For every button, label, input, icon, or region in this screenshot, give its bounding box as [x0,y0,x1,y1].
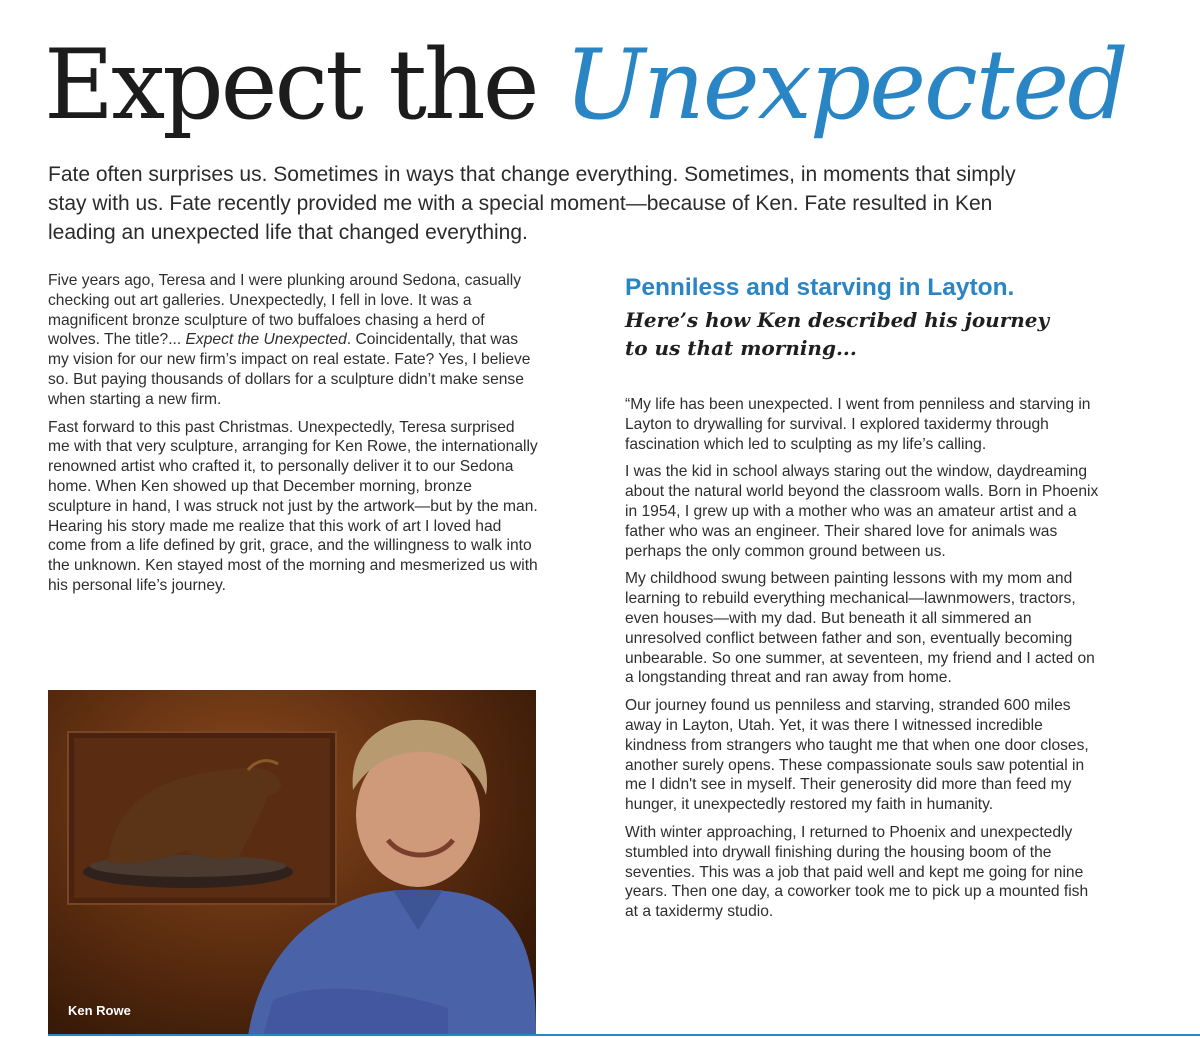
sculpture-title-em: Expect the Unexpected [185,331,347,349]
quote-paragraph: Our journey found us penniless and starving, stranded 600 miles away in Layton, Utah. Yet, it was there I witnessed incredible kindness from strangers who taught me that when one door closes, another surely opens. These compassionate souls saw potential in me I didn't see in myself. Their generosity did more than feed my hunger, it unexpectedly restored my faith in humanity. [625,697,1089,814]
quote-paragraph: I was the kid in school always staring out the window, daydreaming about the natural world beyond the classroom walls. Born in Phoenix in 1954, I grew up with a mother who was an amateur artist and a father who was an engineer. Their shared love for animals was perhaps the only common ground between us. [625,463,1099,560]
page-title [44,20,1127,150]
title-main: Expect the [44,29,537,141]
quote-paragraph: My childhood swung between painting lessons with my mom and learning to rebuild everything mechanical—lawnmowers, tractors, even houses—with my dad. But beneath it all simmered an unresolved conflict between father and son, eventually becoming unbearable. So one summer, at seventeen, my friend and I acted on a longstanding threat and ran away from home. [625,570,1095,687]
quote-paragraph: With winter approaching, I returned to Phoenix and unexpectedly stumbled into drywall finishing during the housing boom of the seventies. This was a job that paid well and kept me going for nine years. Then one day, a coworker took me to pick up a mounted fish at a taxidermy studio. [625,823,1089,921]
quote-paragraph: “My life has been unexpected. I went from penniless and starving in Layton to drywalling for survival. I explored taxidermy through fascination which led to sculpting as my life’s calling. [625,396,1091,453]
right-column [625,272,1105,930]
photo-illustration [48,690,536,1036]
left-paragraph-1-text-a: Five years ago, Teresa and I were plunking around Sedona, casually checking out art galleries. Unexpectedly, I fell in love. It was a magnificent bronze sculpture of two buffaloes chasing a herd of wolves. The title?... [48,272,522,349]
quote-block [625,395,1105,922]
bottom-rule [48,1034,1200,1036]
title-accent: Unexpected [564,29,1127,141]
section-heading: Penniless and starving in Layton. [625,274,1015,301]
left-paragraph-1 [48,271,538,410]
ken-rowe-photo [48,690,536,1036]
left-paragraph-2: Fast forward to this past Christmas. Unexpectedly, Teresa surprised me with that very sculpture, arranging for Ken Rowe, the internationally renowned artist who crafted it, to personally deliver it to our Sedona home. When Ken showed up that December morning, bronze sculpture in hand, I was struck not just by the artwork—but by the man. Hearing his story made me realize that this work of art I loved had come from a life defined by grit, grace, and the willingness to walk into the unknown. Ken stayed most of the morning and mesmerized us with his personal life’s journey. [48,418,538,594]
section-subheading: Here’s how Ken described his journey to us that morning... [625,308,1050,360]
photo-caption: Ken Rowe [68,1003,131,1018]
left-column [48,271,538,604]
left-paragraph-1-text-b: . Coincidentally, that was my vision for our new firm’s impact on real estate. Fate? Yes, I believe so. But paying thousands of dollars for a sculpture didn’t make sense when starting a new firm. [48,331,531,408]
intro-paragraph: Fate often surprises us. Sometimes in ways that change everything. Sometimes, in moments that simply stay with us. Fate recently provided me with a special moment—because of Ken. Fate resulted in Ken leading an unexpected life that changed everything. [48,163,1016,244]
